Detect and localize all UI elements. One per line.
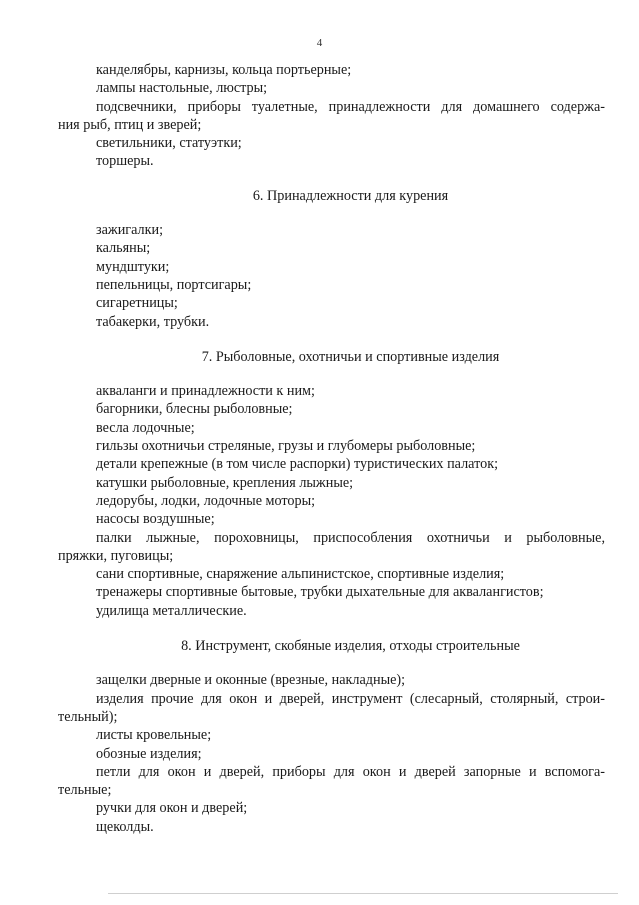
list-item: щеколды.: [96, 818, 154, 835]
list-item: защелки дверные и оконные (врезные, накладные);: [96, 672, 406, 689]
list-item-continuation: пряжки, пуговицы;: [58, 547, 174, 564]
list-item: палки лыжные, пороховницы, приспособления охотничьи и рыболовные,: [96, 529, 605, 546]
page-number: 4: [316, 37, 323, 49]
list-item: лампы настольные, люстры;: [96, 80, 268, 97]
list-item: сани спортивные, снаряжение альпинистское, спортивные изделия;: [96, 566, 505, 583]
list-item-continuation: ния рыб, птиц и зверей;: [58, 116, 202, 133]
list-item: петли для окон и дверей, приборы для окон и дверей запорные и вспомога-: [96, 763, 605, 780]
list-item: акваланги и принадлежности к ним;: [96, 383, 315, 400]
list-item: подсвечники, приборы туалетные, принадлежности для домашнего содержа-: [96, 98, 605, 115]
list-item: мундштуки;: [96, 258, 170, 275]
list-item: табакерки, трубки.: [96, 313, 210, 330]
section-5-tail: [58, 61, 605, 171]
list-item: зажигалки;: [96, 222, 164, 239]
section-6-list: [58, 221, 605, 331]
list-item: изделия прочие для окон и дверей, инструмент (слесарный, столярный, строи-: [96, 690, 605, 707]
list-item: багорники, блесны рыболовные;: [96, 401, 293, 418]
list-item: детали крепежные (в том числе распорки) туристических палаток;: [96, 456, 499, 473]
list-item: насосы воздушные;: [96, 511, 215, 528]
list-item-continuation: тельный);: [58, 708, 118, 725]
scan-edge-line: [108, 893, 618, 894]
list-item: кальяны;: [96, 240, 151, 257]
list-item: катушки рыболовные, крепления лыжные;: [96, 474, 354, 491]
list-item: гильзы охотничьи стреляные, грузы и глубомеры рыболовные;: [96, 438, 476, 455]
section-8-list: [58, 671, 605, 836]
list-item: обозные изделия;: [96, 745, 202, 762]
list-item-continuation: тельные;: [58, 782, 112, 799]
section-8-heading: 8. Инструмент, скобяные изделия, отходы строительные: [181, 638, 520, 655]
list-item: торшеры.: [96, 153, 154, 170]
list-item: ледорубы, лодки, лодочные моторы;: [96, 492, 316, 509]
section-7-heading: 7. Рыболовные, охотничьи и спортивные изделия: [201, 348, 500, 365]
list-item: светильники, статуэтки;: [96, 135, 242, 152]
list-item: листы кровельные;: [96, 727, 212, 744]
section-7-list: [58, 382, 605, 620]
list-item: пепельницы, портсигары;: [96, 276, 252, 293]
list-item: сигаретницы;: [96, 295, 178, 312]
document-body: [58, 61, 605, 836]
list-item: весла лодочные;: [96, 419, 195, 436]
section-6-heading: 6. Принадлежности для курения: [252, 187, 449, 204]
list-item: канделябры, карнизы, кольца портьерные;: [96, 62, 352, 78]
list-item: тренажеры спортивные бытовые, трубки дыхательные для аквалангистов;: [96, 584, 544, 601]
list-item: ручки для окон и дверей;: [96, 800, 248, 817]
list-item: удилища металлические.: [96, 602, 247, 619]
